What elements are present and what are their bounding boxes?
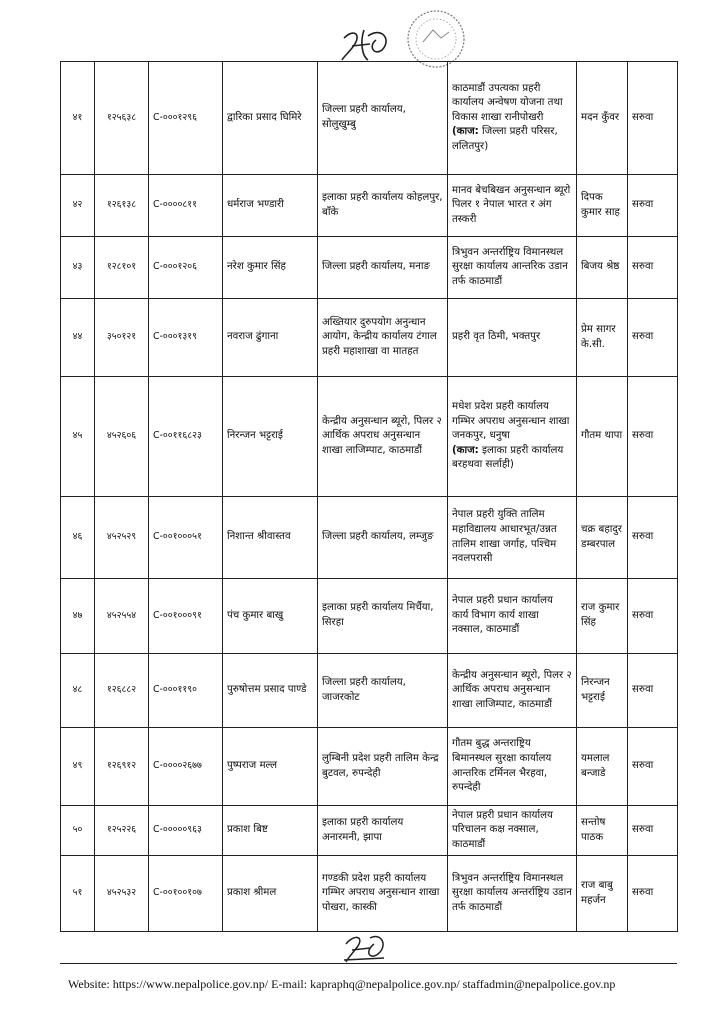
new-office: मधेश प्रदेश प्रहरी कार्यालय गम्भिर अपराध अनुसन्धान शाखा जनकपुर, धनुषा <box>452 401 570 442</box>
replacement-name: सन्तोष पाठक <box>581 816 606 843</box>
status: सरुवा <box>632 760 654 772</box>
replacement-name-cell <box>577 377 628 497</box>
replacement-name: दिपक कुमार साह <box>581 191 620 218</box>
current-office-cell <box>318 728 448 806</box>
employee-name-cell <box>223 377 318 497</box>
current-office: जिल्ला प्रहरी कार्यालय, जाजरकोट <box>322 676 406 703</box>
status: सरुवा <box>632 609 654 621</box>
new-office-cell <box>448 237 577 299</box>
replacement-name-cell <box>577 497 628 579</box>
replacement-name-cell <box>577 806 628 856</box>
serial-number: ४७ <box>72 609 83 621</box>
employee-id: ४५२५२९ <box>106 531 137 543</box>
new-office: मानव बेचबिखन अनुसन्धान ब्यूरो पिलर १ नेपाल भारत र अंग तस्करी <box>452 184 571 225</box>
serial-number-cell <box>61 728 95 806</box>
code-number: C-००१०००९१ <box>153 609 202 621</box>
table-row <box>61 377 678 497</box>
new-office-cell <box>448 579 577 654</box>
current-office: जिल्ला प्रहरी कार्यालय, सोलुखुम्बु <box>322 104 406 130</box>
new-office: त्रिभुवन अन्तर्राष्ट्रिय विमानस्थल सुरक्षा कार्यालय आन्तरिक उडान तर्फ काठमाडौं <box>452 246 568 287</box>
employee-name-cell <box>223 237 318 299</box>
code-number: C-००१००१०७ <box>153 887 202 899</box>
new-office-cell <box>448 175 577 237</box>
replacement-name-cell <box>577 175 628 237</box>
serial-number-cell <box>61 654 95 728</box>
table-row <box>61 654 678 728</box>
employee-name-cell <box>223 497 318 579</box>
table-row <box>61 237 678 299</box>
code-number-cell <box>149 806 223 856</box>
replacement-name-cell <box>577 237 628 299</box>
serial-number: ५० <box>72 824 83 836</box>
employee-name: प्रकाश श्रीमल <box>227 887 277 899</box>
current-office-cell <box>318 175 448 237</box>
status-cell <box>628 299 678 377</box>
serial-number: ४१ <box>72 111 83 123</box>
employee-name: धर्मराज भण्डारी <box>227 199 284 211</box>
deputation-note: (काज: जिल्ला प्रहरी परिसर, ललितपुर) <box>452 126 558 152</box>
employee-id: १२६१३८ <box>106 199 137 211</box>
code-number: C-०००११९० <box>153 684 198 696</box>
employee-id-cell <box>95 654 149 728</box>
employee-id: ४५२६०६ <box>106 430 137 442</box>
table-row <box>61 62 678 175</box>
new-office: नेपाल प्रहरी युक्ति तालिम महाविद्यालय आधारभूत/उन्नत तालिम शाखा जर्गाह, पश्चिम नवलपरासी <box>452 509 557 565</box>
new-office: प्रहरी वृत ठिमी, भक्तपुर <box>452 331 541 343</box>
current-office: इलाका प्रहरी कार्यालय कोहलपुर, बाँके <box>322 191 443 218</box>
employee-name: निरन्जन भट्टराई <box>227 430 283 442</box>
employee-id-cell <box>95 497 149 579</box>
new-office-cell <box>448 497 577 579</box>
code-number-cell <box>149 579 223 654</box>
code-number: C-००११६८२३ <box>153 430 202 442</box>
employee-id-cell <box>95 856 149 932</box>
serial-number: ४८ <box>72 684 83 696</box>
employee-name: प्रकाश बिष्ट <box>227 824 268 836</box>
new-office: गौतम बुद्ध अन्तराष्ट्रिय बिमानस्थल सुरक्षा कार्यालय आन्तरिक टर्मिनल भैरहवा, रुपन्देही <box>452 738 552 794</box>
serial-number-cell <box>61 175 95 237</box>
table-row <box>61 299 678 377</box>
serial-number: ४३ <box>72 261 83 273</box>
serial-number-cell <box>61 497 95 579</box>
replacement-name: निरन्जन भट्टराई <box>581 676 610 703</box>
employee-name: पुष्पराज मल्ल <box>227 760 278 772</box>
new-office-cell <box>448 377 577 497</box>
current-office-cell <box>318 497 448 579</box>
code-number: C-०००१२९६ <box>153 111 198 123</box>
status-cell <box>628 856 678 932</box>
code-number: C-००१०००५१ <box>153 531 202 543</box>
current-office-cell <box>318 62 448 175</box>
new-office: नेपाल प्रहरी प्रधान कार्यालय कार्य विभाग कार्य शाखा नक्साल, काठमाडौं <box>452 595 553 636</box>
employee-id-cell <box>95 62 149 175</box>
deputation-note: (काज: इलाका प्रहरी कार्यालय बरहथवा सर्लाही) <box>452 444 564 471</box>
table-row <box>61 579 678 654</box>
replacement-name-cell <box>577 299 628 377</box>
status: सरुवा <box>632 684 654 696</box>
employee-id: १२६८८२ <box>106 684 137 696</box>
employee-id-cell <box>95 579 149 654</box>
current-office: गण्डकी प्रदेश प्रहरी कार्यालय गम्भिर अपराध अनुसन्धान शाखा पोखरा, कास्की <box>322 872 440 913</box>
table-row <box>61 806 678 856</box>
serial-number-cell <box>61 237 95 299</box>
new-office-cell <box>448 62 577 175</box>
code-number: C-००००२६७७ <box>153 760 202 772</box>
employee-id: १२५६३८ <box>106 111 137 123</box>
serial-number-cell <box>61 579 95 654</box>
status: सरुवा <box>632 199 654 211</box>
status: सरुवा <box>632 824 654 836</box>
replacement-name: राज बाबु महर्जन <box>581 879 613 906</box>
code-number-cell <box>149 237 223 299</box>
status: सरुवा <box>632 331 654 343</box>
current-office-cell <box>318 806 448 856</box>
serial-number-cell <box>61 62 95 175</box>
signature-top <box>338 22 394 64</box>
serial-number-cell <box>61 377 95 497</box>
serial-number-cell <box>61 806 95 856</box>
current-office: अख्तियार दुरुपयोग अनुन्धान आयोग, केन्द्रीय कार्यालय टंगाल प्रहरी महाशाखा वा मातहत <box>322 316 437 357</box>
status-cell <box>628 728 678 806</box>
replacement-name-cell <box>577 856 628 932</box>
serial-number-cell <box>61 856 95 932</box>
code-number-cell <box>149 728 223 806</box>
status: सरुवा <box>632 430 654 442</box>
status-cell <box>628 497 678 579</box>
employee-id: ३५०१२१ <box>106 331 137 343</box>
employee-id: १२८१०१ <box>106 261 137 273</box>
status: सरुवा <box>632 111 654 123</box>
replacement-name: चक्र बहादुर डम्बरपाल <box>581 523 622 550</box>
serial-number: ४६ <box>72 531 83 543</box>
status-cell <box>628 175 678 237</box>
new-office-cell <box>448 654 577 728</box>
current-office: इलाका प्रहरी कार्यालय मिर्चैया, सिरहा <box>322 602 434 628</box>
serial-number: ४९ <box>72 760 83 772</box>
employee-id-cell <box>95 237 149 299</box>
footer-divider <box>60 963 677 964</box>
transfer-table <box>60 61 678 932</box>
employee-id-cell <box>95 728 149 806</box>
code-number-cell <box>149 856 223 932</box>
serial-number-cell <box>61 299 95 377</box>
code-number: C-०००१३१९ <box>153 331 198 343</box>
employee-id-cell <box>95 175 149 237</box>
status: सरुवा <box>632 531 654 543</box>
employee-id-cell <box>95 377 149 497</box>
serial-number: ४५ <box>72 430 83 442</box>
employee-name-cell <box>223 856 318 932</box>
status-cell <box>628 62 678 175</box>
code-number-cell <box>149 654 223 728</box>
replacement-name-cell <box>577 62 628 175</box>
code-number: C-००००८११ <box>153 199 198 211</box>
employee-name-cell <box>223 175 318 237</box>
current-office-cell <box>318 237 448 299</box>
employee-id: ४५२५५४ <box>106 609 137 621</box>
replacement-name: बिजय श्रेष्ठ <box>581 261 620 273</box>
employee-name: पुरुषोत्तम प्रसाद पाण्डे <box>227 684 307 696</box>
table-row <box>61 728 678 806</box>
employee-name-cell <box>223 654 318 728</box>
table-row <box>61 175 678 237</box>
employee-name-cell <box>223 299 318 377</box>
status-cell <box>628 377 678 497</box>
employee-name: द्वारिका प्रसाद घिमिरे <box>227 111 302 123</box>
replacement-name: प्रेम सागर के.सी. <box>581 323 616 350</box>
code-number: C-०००१२०६ <box>153 261 198 273</box>
code-number: C-०००००९६३ <box>153 824 202 836</box>
new-office-cell <box>448 299 577 377</box>
new-office: नेपाल प्रहरी प्रधान कार्यालय परिचालन कक्ष नक्साल, काठमाडौं <box>452 809 553 850</box>
status-cell <box>628 806 678 856</box>
current-office: इलाका प्रहरी कार्यालय अनारमनी, झापा <box>322 816 404 843</box>
new-office: केन्द्रीय अनुसन्धान ब्यूरो, पिलर २ आर्थिक अपराध अनुसन्धान शाखा लाजिम्पाट, काठमाडौं <box>452 669 572 710</box>
status: सरुवा <box>632 261 654 273</box>
employee-id-cell <box>95 806 149 856</box>
status-cell <box>628 237 678 299</box>
status-cell <box>628 654 678 728</box>
current-office: लुम्बिनी प्रदेश प्रहरी तालिम केन्द्र बुटवल, रुपन्देही <box>322 752 439 779</box>
status-cell <box>628 579 678 654</box>
new-office-cell <box>448 856 577 932</box>
employee-name-cell <box>223 806 318 856</box>
current-office-cell <box>318 299 448 377</box>
footer-contact: Website: https://www.nepalpolice.gov.np/ E-mail: kapraphq@nepalpolice.gov.np/ staffadmin@nepalpolice.gov.np <box>68 977 616 991</box>
replacement-name-cell <box>577 579 628 654</box>
new-office: काठमाडौं उपत्यका प्रहरी कार्यालय अन्वेषण योजना तथा विकास शाखा रानीपोखरी <box>452 82 563 123</box>
current-office-cell <box>318 856 448 932</box>
employee-name: निशान्त श्रीवास्तव <box>227 531 291 543</box>
replacement-name: गौतम थापा <box>581 430 623 442</box>
employee-id-cell <box>95 299 149 377</box>
employee-name: नरेश कुमार सिंह <box>227 261 286 273</box>
code-number-cell <box>149 62 223 175</box>
replacement-name: यमलाल बन्जाडे <box>581 752 610 779</box>
serial-number: ४२ <box>72 199 83 211</box>
code-number-cell <box>149 175 223 237</box>
code-number-cell <box>149 497 223 579</box>
signature-bottom <box>340 930 390 964</box>
replacement-name-cell <box>577 728 628 806</box>
employee-id: १२६९१२ <box>106 760 137 772</box>
employee-name: नवराज ढुंगाना <box>227 331 279 343</box>
current-office-cell <box>318 377 448 497</box>
current-office-cell <box>318 654 448 728</box>
serial-number: ५१ <box>72 887 83 899</box>
new-office-cell <box>448 728 577 806</box>
current-office: जिल्ला प्रहरी कार्यालय, लम्जुङ <box>322 531 434 543</box>
new-office-cell <box>448 806 577 856</box>
replacement-name-cell <box>577 654 628 728</box>
current-office: केन्द्रीय अनुसन्धान ब्यूरो, पिलर २ आर्थिक अपराध अनुसन्धान शाखा लाजिम्पाट, काठमाडौं <box>322 415 442 456</box>
code-number-cell <box>149 299 223 377</box>
replacement-name: मदन कुँवर <box>581 111 620 123</box>
employee-name-cell <box>223 579 318 654</box>
replacement-name: राज कुमार सिंह <box>581 602 620 628</box>
employee-name: पंच कुमार बाखु <box>227 609 284 621</box>
current-office-cell <box>318 579 448 654</box>
serial-number: ४४ <box>72 331 83 343</box>
status: सरुवा <box>632 887 654 899</box>
employee-id: ४५२५३२ <box>106 887 137 899</box>
table-row <box>61 856 678 932</box>
code-number-cell <box>149 377 223 497</box>
employee-name-cell <box>223 62 318 175</box>
current-office: जिल्ला प्रहरी कार्यालय, मनाङ <box>322 261 431 273</box>
table-row <box>61 497 678 579</box>
employee-id: १२५२२६ <box>106 824 137 836</box>
new-office: त्रिभुवन अन्तर्राष्ट्रिय विमानस्थल सुरक्षा कार्यालय अन्तर्राष्ट्रिय उडान तर्फ काठमाडौं <box>452 872 572 913</box>
employee-name-cell <box>223 728 318 806</box>
